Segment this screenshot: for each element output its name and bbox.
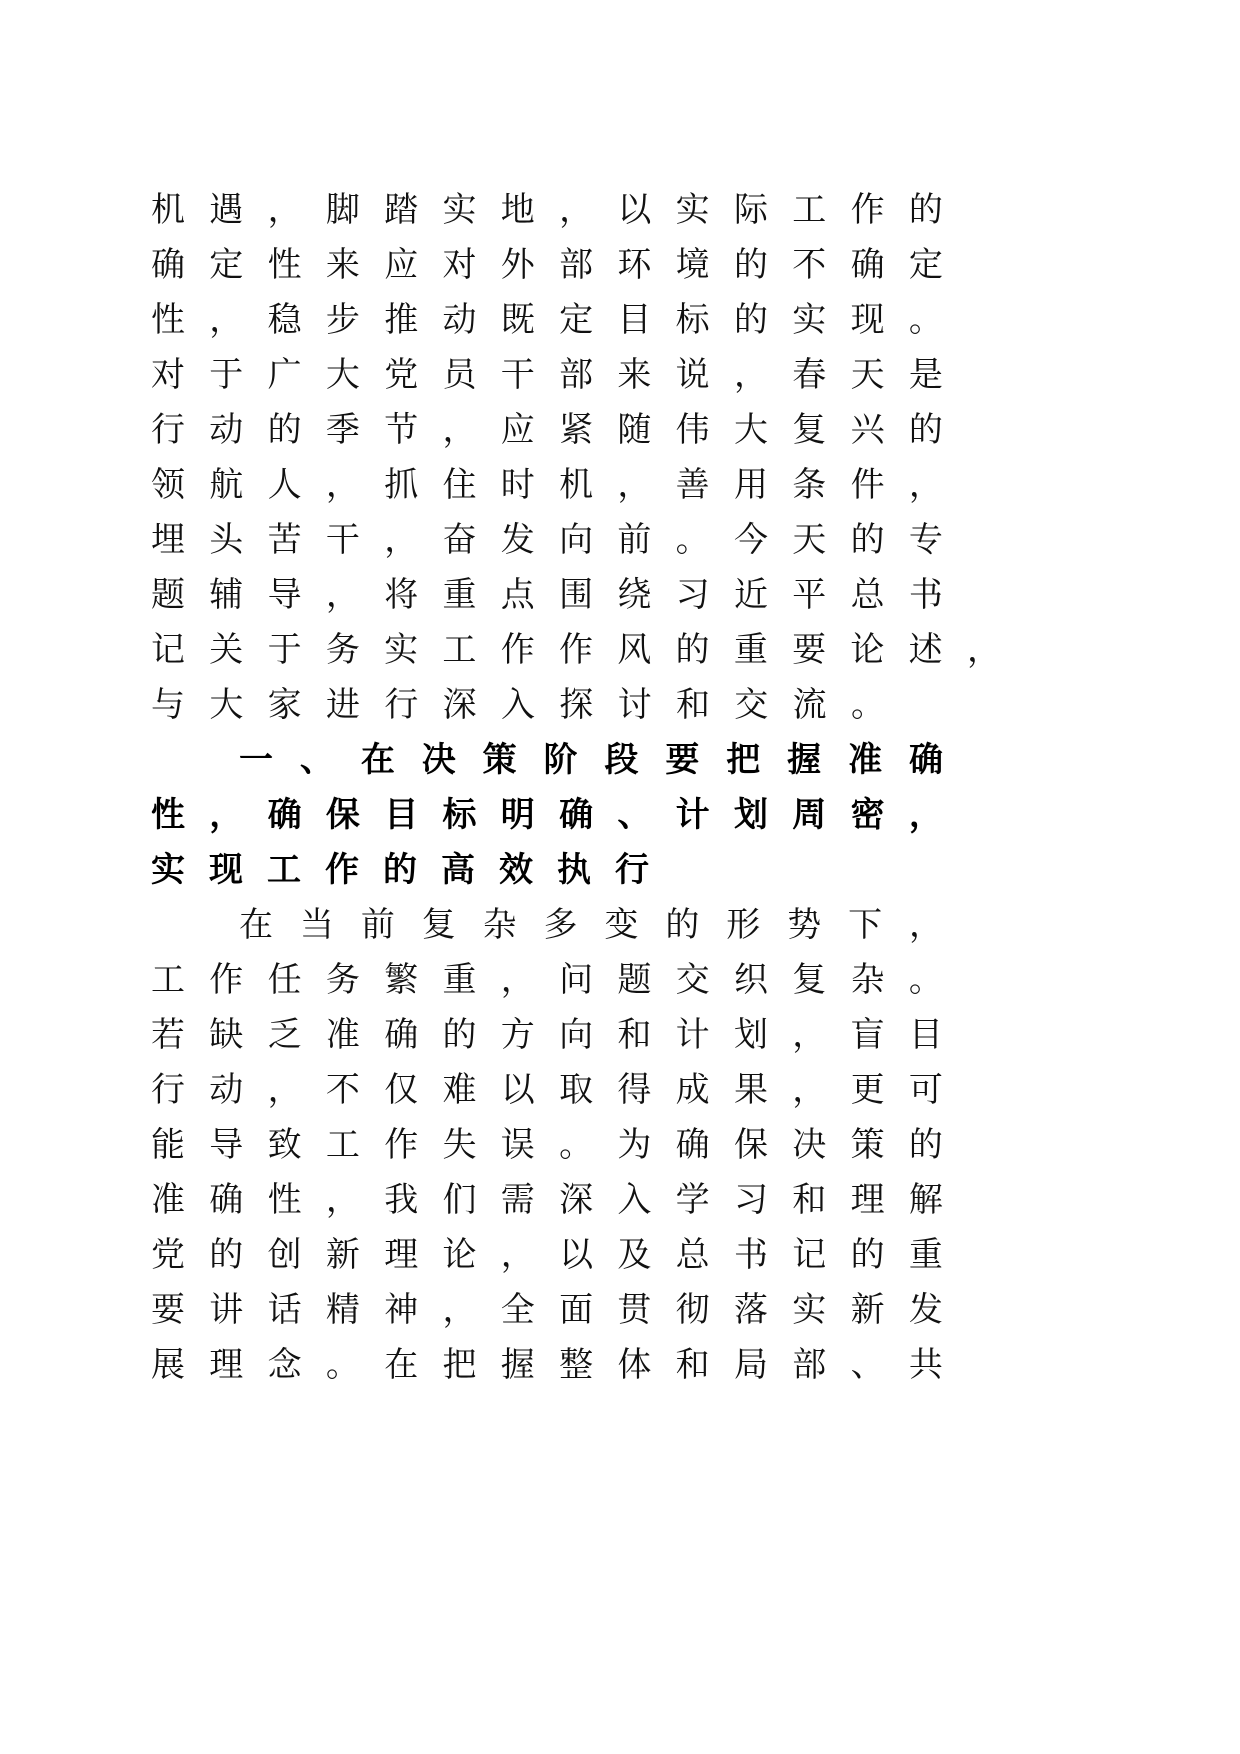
section-heading-line: 实 现 工 作 的 高 效 执 行 [151,850,649,890]
text-line: 对 于 广 大 党 员 干 部 来 说 ， 春 天 是 [151,355,943,395]
text-line: 领 航 人 ， 抓 住 时 机 ， 善 用 条 件 ， [151,465,943,505]
section-heading-line: 一 、 在 决 策 阶 段 要 把 握 准 确 [239,740,943,780]
text-line: 准 确 性 ， 我 们 需 深 入 学 习 和 理 解 [151,1180,943,1220]
text-line: 与 大 家 进 行 深 入 探 讨 和 交 流 。 [151,685,885,725]
text-line: 要 讲 话 精 神 ， 全 面 贯 彻 落 实 新 发 [151,1290,943,1330]
text-line: 行 动 的 季 节 ， 应 紧 随 伟 大 复 兴 的 [151,410,943,450]
text-line: 能 导 致 工 作 失 误 。 为 确 保 决 策 的 [151,1125,943,1165]
text-line: 展 理 念 。 在 把 握 整 体 和 局 部 、 共 [151,1345,943,1385]
text-line: 在 当 前 复 杂 多 变 的 形 势 下 ， [239,905,943,945]
text-line: 确 定 性 来 应 对 外 部 环 境 的 不 确 定 [151,245,943,285]
text-line: 记 关 于 务 实 工 作 作 风 的 重 要 论 述 ， [151,630,1001,670]
text-line: 若 缺 乏 准 确 的 方 向 和 计 划 ， 盲 目 [151,1015,943,1055]
text-line: 党 的 创 新 理 论 ， 以 及 总 书 记 的 重 [151,1235,943,1275]
text-line: 埋 头 苦 干 ， 奋 发 向 前 。 今 天 的 专 [151,520,943,560]
text-line: 工 作 任 务 繁 重 ， 问 题 交 织 复 杂 。 [151,960,943,1000]
text-line: 行 动 ， 不 仅 难 以 取 得 成 果 ， 更 可 [151,1070,943,1110]
text-line: 题 辅 导 ， 将 重 点 围 绕 习 近 平 总 书 [151,575,943,615]
text-line: 机 遇 ， 脚 踏 实 地 ， 以 实 际 工 作 的 [151,190,943,230]
section-heading-line: 性 ， 确 保 目 标 明 确 、 计 划 周 密 ， [151,795,943,835]
text-line: 性 ， 稳 步 推 动 既 定 目 标 的 实 现 。 [151,300,943,340]
